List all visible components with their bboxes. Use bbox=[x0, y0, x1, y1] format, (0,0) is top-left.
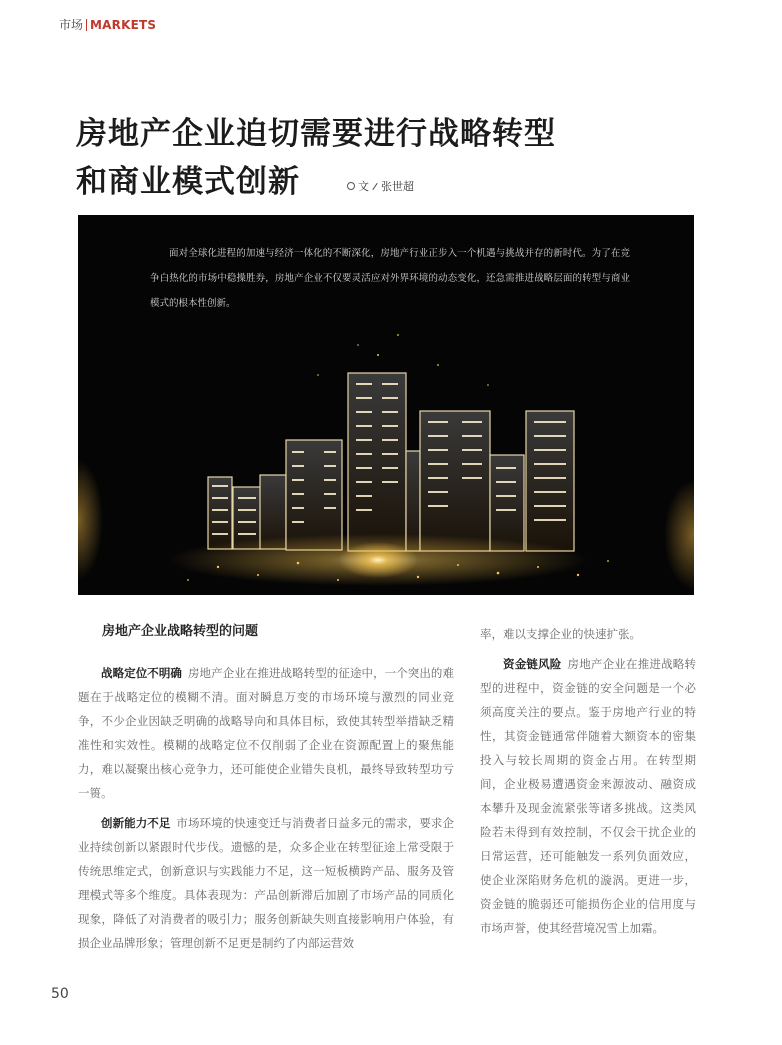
section-label-cn: 市场 bbox=[59, 18, 84, 32]
left-column bbox=[78, 620, 454, 961]
author-name: 张世超 bbox=[381, 180, 414, 193]
byline-slash-icon bbox=[372, 182, 377, 189]
paragraph-lead: 战略定位不明确 bbox=[101, 666, 182, 680]
right-column bbox=[480, 622, 696, 946]
page-number: 50 bbox=[51, 986, 69, 1002]
paragraph-continuation: 率，难以支撑企业的快速扩张。 bbox=[480, 627, 641, 641]
paragraph-text: 房地产企业在推进战略转型的进程中，资金链的安全问题是一个必须高度关注的要点。鉴于房地产行业的特性，其资金链通常伴随着大额资本的密集投入与较长周期的资金占用。在转型期间，企业极易遭遇资金来源波动、融资成本攀升及现金流紧张等诸多挑战。这类风险若未得到有效控制，不仅会干扰企业的日常运营，还可能触发一系列负面效应，使企业深陷财务危机的漩涡。更进一步，资金链的脆弱还可能损伤企业的信用度与市场声誉，使其经营境况雪上加霜。 bbox=[480, 657, 696, 935]
hero-image bbox=[78, 215, 694, 595]
paragraph-capital bbox=[480, 652, 696, 940]
paragraph-text: 市场环境的快速变迁与消费者日益多元的需求，要求企业持续创新以紧跟时代步伐。遗憾的是，众多企业在转型征途上常受限于传统思维定式，创新意识与实践能力不足，这一短板横跨产品、服务及管理模式等多个维度。具体表现为：产品创新滞后加剧了市场产品的同质化现象，降低了对消费者的吸引力；服务创新缺失则直接影响用户体验，有损企业品牌形象；管理创新不足更是制约了内部运营效 bbox=[78, 816, 455, 950]
paragraph-lead: 创新能力不足 bbox=[101, 816, 171, 830]
paragraph-text: 房地产企业在推进战略转型的征途中，一个突出的难题在于战略定位的模糊不清。面对瞬息万变的市场环境与激烈的同业竞争，不少企业因缺乏明确的战略导向和具体目标，致使其转型举措缺乏精准性和实效性。模糊的战略定位不仅削弱了企业在资源配置上的聚焦能力，难以凝聚出核心竞争力，还可能使企业错失良机，最终导致转型功亏一篑。 bbox=[78, 666, 454, 800]
section-heading: 房地产企业战略转型的问题 bbox=[102, 624, 259, 639]
buildings bbox=[208, 373, 574, 551]
paragraph-lead: 资金链风险 bbox=[503, 657, 562, 671]
intro-text: 面对全球化进程的加速与经济一体化的不断深化，房地产行业正步入一个机遇与挑战并存的新时代。为了在竞争白热化的市场中稳操胜券，房地产企业不仅要灵活应对外界环境的动态变化，还急需推进战略层面的转型与商业模式的根本性创新。 bbox=[150, 248, 630, 309]
article-title bbox=[76, 110, 556, 206]
section-label-en: MARKETS bbox=[90, 17, 157, 32]
title-line-2: 和商业模式创新 bbox=[76, 164, 300, 200]
paragraph-innovation bbox=[78, 811, 454, 955]
center-light bbox=[338, 542, 418, 578]
byline-prefix: 文 bbox=[358, 180, 369, 193]
section-divider bbox=[86, 19, 87, 31]
byline bbox=[347, 178, 414, 194]
title-line-1: 房地产企业迫切需要进行战略转型 bbox=[76, 116, 556, 152]
byline-dot-icon bbox=[347, 182, 355, 190]
paragraph-strategy bbox=[78, 661, 454, 805]
section-tag bbox=[59, 16, 156, 33]
